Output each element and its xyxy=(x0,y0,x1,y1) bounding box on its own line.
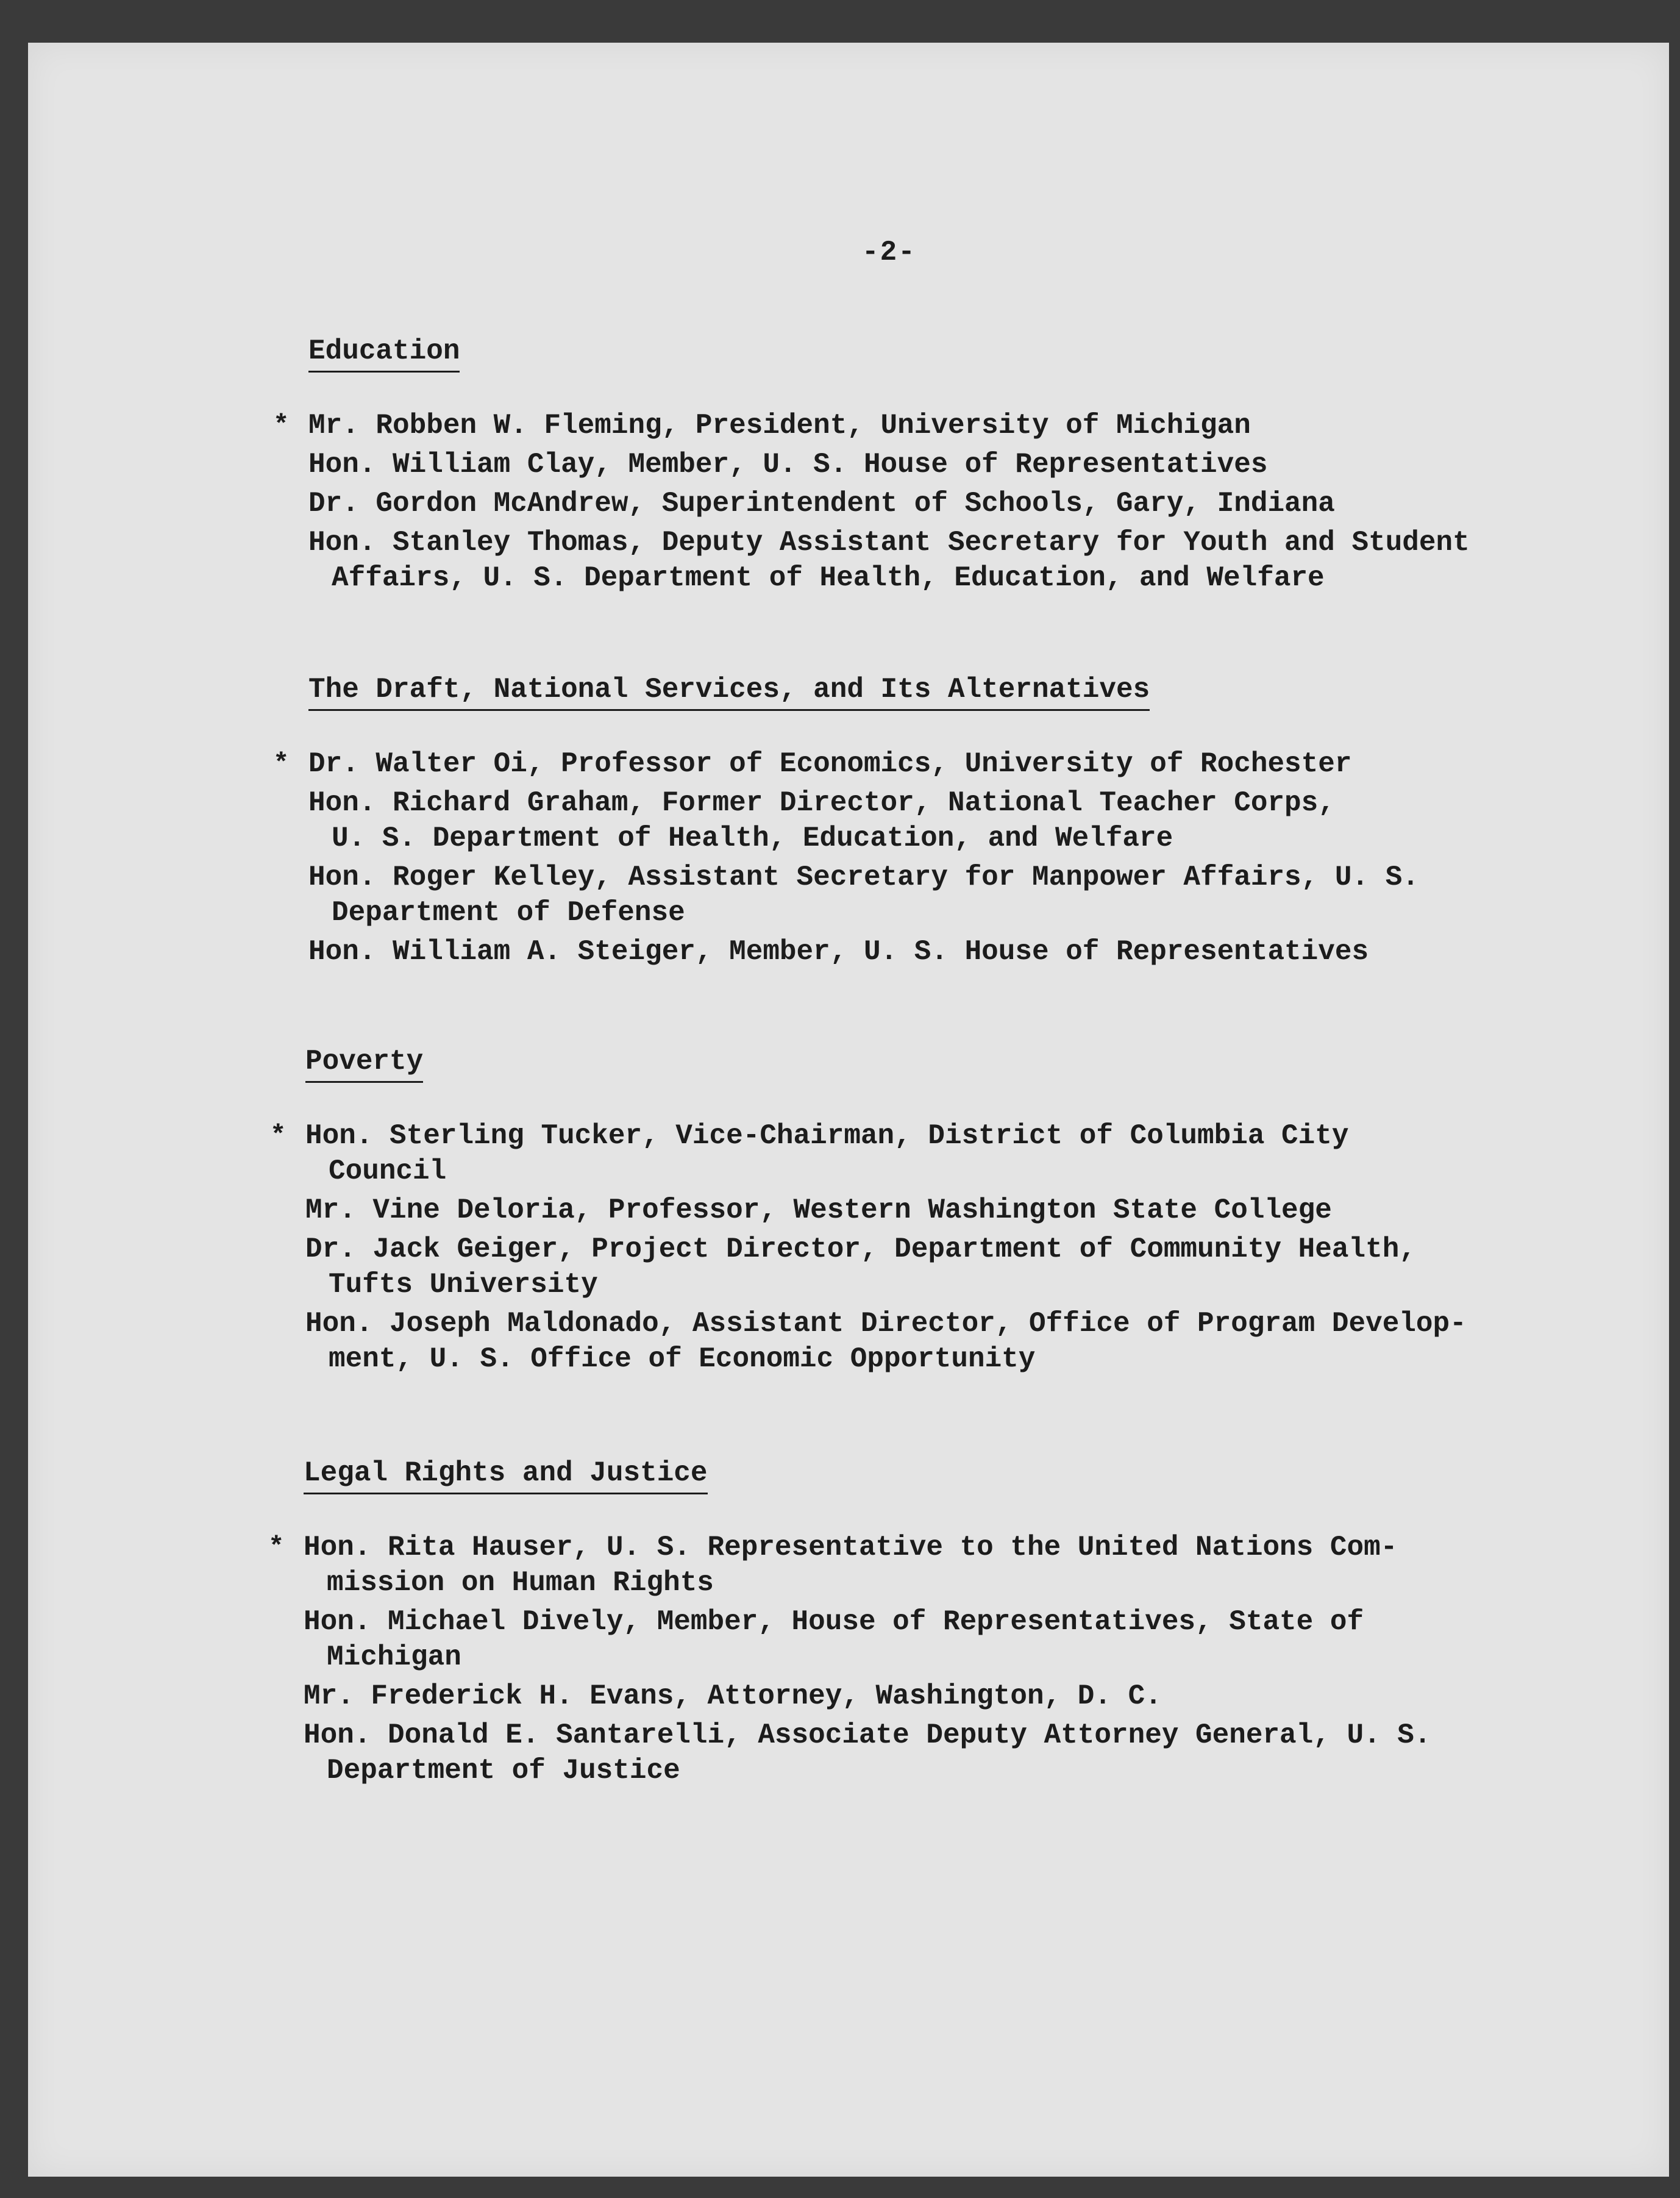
entry-line: Hon. Richard Graham, Former Director, National Teacher Corps, xyxy=(308,787,1335,819)
entry-line-continued: Michigan xyxy=(327,1641,461,1673)
entry-list xyxy=(273,408,1470,596)
list-item xyxy=(270,1118,1467,1189)
list-item xyxy=(308,785,1419,856)
entry-line: Hon. Sterling Tucker, Vice-Chairman, District of Columbia City xyxy=(305,1120,1349,1152)
list-item xyxy=(273,408,1470,443)
entry-line: Dr. Walter Oi, Professor of Economics, University of Rochester xyxy=(308,748,1352,780)
entry-line: Hon. Michael Dively, Member, House of Representatives, State of xyxy=(304,1606,1364,1638)
list-item xyxy=(305,1193,1467,1228)
list-item xyxy=(308,934,1419,969)
list-item xyxy=(268,1530,1431,1600)
section-draft xyxy=(273,674,1419,973)
entry-line: Hon. Joseph Maldonado, Assistant Director, Office of Program Develop- xyxy=(305,1308,1467,1340)
entry-line: Hon. William A. Steiger, Member, U. S. House of Representatives xyxy=(308,936,1369,968)
entry-line: Dr. Jack Geiger, Project Director, Department of Community Health, xyxy=(305,1233,1416,1265)
entry-line-continued: Tufts University xyxy=(329,1269,598,1301)
entry-line: Hon. Donald E. Santarelli, Associate Deputy Attorney General, U. S. xyxy=(304,1719,1431,1751)
list-item xyxy=(308,860,1419,930)
list-item xyxy=(273,746,1419,782)
entry-line-continued: Affairs, U. S. Department of Health, Education, and Welfare xyxy=(332,562,1325,594)
list-item xyxy=(305,1306,1467,1377)
entry-line: Hon. William Clay, Member, U. S. House of Representatives xyxy=(308,449,1268,480)
entry-line-continued: Department of Justice xyxy=(327,1755,680,1786)
list-item xyxy=(304,1604,1431,1675)
section-poverty xyxy=(270,1046,1467,1380)
entry-line: Dr. Gordon McAndrew, Superintendent of Schools, Gary, Indiana xyxy=(308,488,1335,519)
entry-line: Mr. Robben W. Fleming, President, University of Michigan xyxy=(308,410,1251,441)
section-heading: Education xyxy=(308,335,460,373)
asterisk-icon: * xyxy=(270,1121,287,1151)
document-page xyxy=(28,43,1669,2177)
asterisk-icon: * xyxy=(273,749,290,779)
list-item xyxy=(308,486,1470,521)
list-item xyxy=(308,447,1470,482)
entry-line: Hon. Roger Kelley, Assistant Secretary for Manpower Affairs, U. S. xyxy=(308,862,1419,893)
section-legal-rights xyxy=(268,1457,1431,1792)
list-item xyxy=(308,525,1470,596)
asterisk-icon: * xyxy=(273,410,290,441)
entry-line: Mr. Vine Deloria, Professor, Western Washington State College xyxy=(305,1194,1332,1226)
entry-line: Hon. Stanley Thomas, Deputy Assistant Secretary for Youth and Student xyxy=(308,527,1470,558)
entry-line: Hon. Rita Hauser, U. S. Representative to the United Nations Com- xyxy=(304,1532,1398,1563)
entry-list xyxy=(270,1118,1467,1377)
entry-line-continued: Department of Defense xyxy=(332,897,685,929)
entry-line: Mr. Frederick H. Evans, Attorney, Washington, D. C. xyxy=(304,1680,1162,1712)
section-heading: Poverty xyxy=(305,1046,423,1083)
list-item xyxy=(304,1718,1431,1788)
list-item xyxy=(305,1232,1467,1302)
page-number: -2- xyxy=(862,237,916,268)
entry-line-continued: mission on Human Rights xyxy=(327,1567,714,1599)
entry-list xyxy=(273,746,1419,969)
entry-line-continued: ment, U. S. Office of Economic Opportunity xyxy=(329,1343,1036,1375)
entry-line-continued: U. S. Department of Health, Education, and Welfare xyxy=(332,822,1173,854)
asterisk-icon: * xyxy=(268,1532,285,1563)
section-education xyxy=(273,335,1470,599)
section-heading: The Draft, National Services, and Its Alternatives xyxy=(308,674,1150,711)
entry-list xyxy=(268,1530,1431,1788)
list-item xyxy=(304,1679,1431,1714)
section-heading: Legal Rights and Justice xyxy=(304,1457,708,1494)
entry-line-continued: Council xyxy=(329,1155,447,1187)
